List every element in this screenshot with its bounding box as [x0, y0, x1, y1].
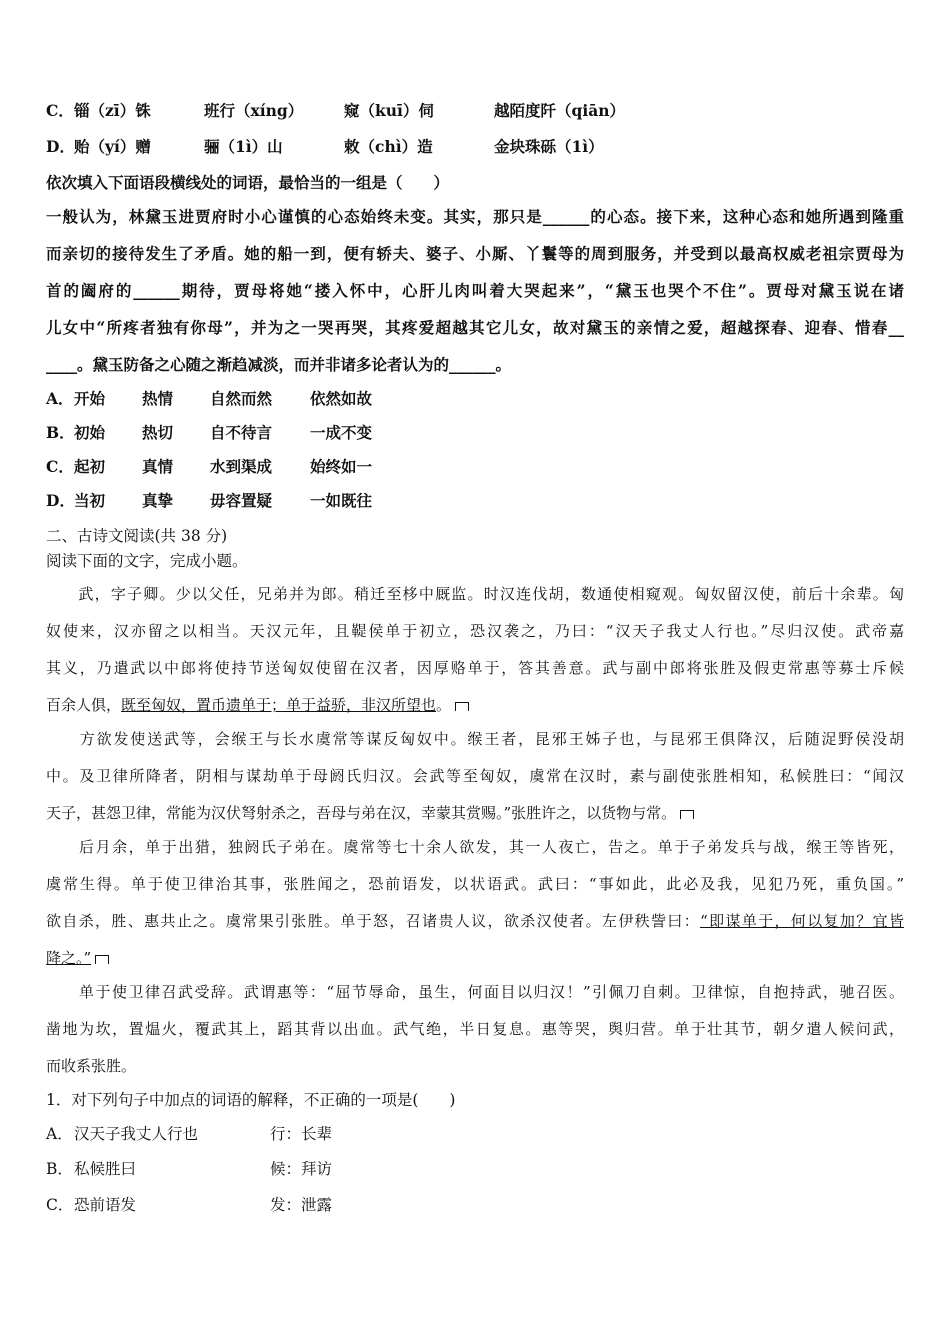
- option-label: D．: [46, 491, 75, 510]
- option-label: C．: [46, 101, 74, 120]
- passage-line: [46, 803, 694, 823]
- option-label: B．: [46, 423, 75, 442]
- section-title: 二、古诗文阅读(共 38 分): [46, 527, 228, 545]
- option-word: 当初: [74, 491, 106, 510]
- fill-option-c[interactable]: [46, 457, 372, 477]
- passage-line: [46, 911, 904, 931]
- option-gloss: 发：泄露: [270, 1196, 333, 1214]
- option-label: A．: [46, 389, 74, 408]
- option-word: 毋容置疑: [210, 491, 273, 510]
- option-item: 金块珠砾（1ì）: [494, 137, 604, 156]
- option-item: 窥（kuī）伺: [344, 101, 434, 120]
- pinyin-option-d[interactable]: [46, 137, 604, 157]
- passage-line: ____。黛玉防备之心随之渐趋减淡，而并非诸多论者认为的______。: [46, 355, 512, 374]
- passage-line: 单于使卫律召武受辞。武谓惠等：“屈节辱命，虽生，何面目以归汉！”引佩刀自刺。卫律惊，自抱持武，驰召医。: [46, 983, 904, 1001]
- answer-mark-icon: [680, 810, 694, 819]
- option-label: A．: [46, 1125, 73, 1143]
- option-gloss: 候：拜访: [270, 1160, 333, 1178]
- q1-option-a[interactable]: [46, 1124, 332, 1144]
- option-word: 一成不变: [310, 423, 373, 442]
- option-word: 水到渠成: [210, 457, 273, 476]
- option-word: 热切: [142, 423, 174, 442]
- option-label: B．: [46, 1160, 73, 1178]
- option-item: 锱（zī）铢: [74, 101, 151, 120]
- underlined-sentence[interactable]: “即谋单于，何以复加？宜皆: [700, 912, 904, 930]
- q1-option-b[interactable]: [46, 1159, 332, 1179]
- passage-line: 其义，乃遣武以中郎将使持节送匈奴使留在汉者，因厚赂单于，答其善意。武与副中郎将张胜及假吏常惠等募士斥候: [46, 659, 904, 677]
- option-label: C．: [46, 457, 74, 476]
- option-item: 敕（chì）造: [344, 137, 433, 156]
- passage-text: 。: [436, 696, 452, 714]
- passage-line: 虞常生得。单于使卫律治其事，张胜闻之，恐前语发，以状语武。武曰：“事如此，此必及我，见犯乃死，重负国。”: [46, 875, 904, 893]
- passage-text: 欲自杀，胜、惠共止之。虞常果引张胜。单于怒，召诸贵人议，欲杀汉使者。左伊秩訾曰：: [46, 912, 701, 930]
- passage-text: 天子，甚怨卫律，常能为汉伏弩射杀之，吾母与弟在汉，幸蒙其赏赐。”张胜许之，以货物与常。: [46, 804, 677, 822]
- passage-text: 百余人俱，: [46, 696, 122, 714]
- question-stem: 1．对下列句子中加点的词语的解释，不正确的一项是( ): [46, 1091, 456, 1109]
- passage-line: [46, 695, 469, 715]
- option-item: 班行（xíng）: [204, 101, 304, 120]
- option-word: 真情: [142, 457, 174, 476]
- passage-line: 首的阖府的______期待，贾母将她“搂入怀中，心肝儿肉叫着大哭起来”，“黛玉也哭个不住”。贾母对黛玉说在诸: [46, 281, 904, 300]
- question-stem: 依次填入下面语段横线处的词语，最恰当的一组是（ ）: [46, 173, 450, 192]
- fill-option-a[interactable]: [46, 389, 372, 409]
- option-label: C．: [46, 1196, 74, 1214]
- passage-line: 一般认为，林黛玉进贾府时小心谨慎的心态始终未变。其实，那只是______的心态。接下来，这种心态和她所遇到隆重: [46, 207, 904, 226]
- answer-mark-icon: [95, 955, 109, 964]
- option-text: 汉天子我丈人行也: [74, 1125, 199, 1143]
- option-item: 越陌度阡（qiān）: [494, 101, 626, 120]
- option-label: D．: [46, 137, 75, 156]
- option-word: 一如既往: [310, 491, 373, 510]
- passage-line: 奴使来，汉亦留之以相当。天汉元年，且鞮侯单于初立，恐汉袭之，乃曰：“汉天子我丈人行也。”尽归汉使。武帝嘉: [46, 622, 904, 640]
- passage-line: 方欲发使送武等，会缑王与长水虞常等谋反匈奴中。缑王者，昆邪王姊子也，与昆邪王俱降汉，后随浞野侯没胡: [46, 730, 904, 748]
- option-text: 恐前语发: [74, 1196, 137, 1214]
- option-text: 私候胜曰: [74, 1160, 137, 1178]
- passage-line: 而亲切的接待发生了矛盾。她的船一到，便有轿夫、婆子、小厮、丫鬟等的周到服务，并受到以最高权威老祖宗贾母为: [46, 244, 904, 263]
- fill-option-d[interactable]: [46, 491, 372, 511]
- fill-option-b[interactable]: [46, 423, 372, 443]
- option-word: 自不待言: [210, 423, 273, 442]
- passage-line: 儿女中“所疼者独有你母”，并为之一哭再哭，其疼爱超越其它儿女，故对黛玉的亲情之爱，超越探春、迎春、惜春__: [46, 318, 904, 337]
- option-item: 贻（yí）赠: [74, 137, 151, 156]
- pinyin-option-c[interactable]: [46, 101, 625, 121]
- passage-line: [46, 948, 109, 968]
- passage-line: 凿地为坎，置煴火，覆武其上，蹈其背以出血。武气绝，半日复息。惠等哭，舆归营。单于壮其节，朝夕遣人候问武，: [46, 1020, 904, 1038]
- option-word: 始终如一: [310, 457, 373, 476]
- option-gloss: 行：长辈: [270, 1125, 333, 1143]
- passage-line: 武，字子卿。少以父任，兄弟并为郎。稍迁至栘中厩监。时汉连伐胡，数通使相窥观。匈奴留汉使，前后十余辈。匈: [46, 585, 904, 603]
- passage-line: 而收系张胜。: [46, 1057, 137, 1075]
- option-word: 热情: [142, 389, 174, 408]
- section-instruction: 阅读下面的文字，完成小题。: [46, 552, 248, 570]
- underlined-sentence[interactable]: 降之。”: [46, 949, 92, 967]
- option-word: 真挚: [142, 491, 174, 510]
- passage-line: 后月余，单于出猎，独阏氏子弟在。虞常等七十余人欲发，其一人夜亡，告之。单于子弟发兵与战，缑王等皆死，: [46, 838, 904, 856]
- option-word: 开始: [74, 389, 106, 408]
- option-item: 骊（1ì）山: [204, 137, 283, 156]
- option-word: 自然而然: [210, 389, 273, 408]
- option-word: 起初: [74, 457, 106, 476]
- underlined-sentence[interactable]: 既至匈奴，置币遗单于；单于益骄，非汉所望也: [121, 696, 437, 714]
- option-word: 依然如故: [310, 389, 373, 408]
- option-word: 初始: [74, 423, 106, 442]
- q1-option-c[interactable]: [46, 1195, 332, 1215]
- answer-mark-icon: [455, 702, 469, 711]
- passage-line: 中。及卫律所降者，阴相与谋劫单于母阏氏归汉。会武等至匈奴，虞常在汉时，素与副使张胜相知，私候胜曰：“闻汉: [46, 767, 904, 785]
